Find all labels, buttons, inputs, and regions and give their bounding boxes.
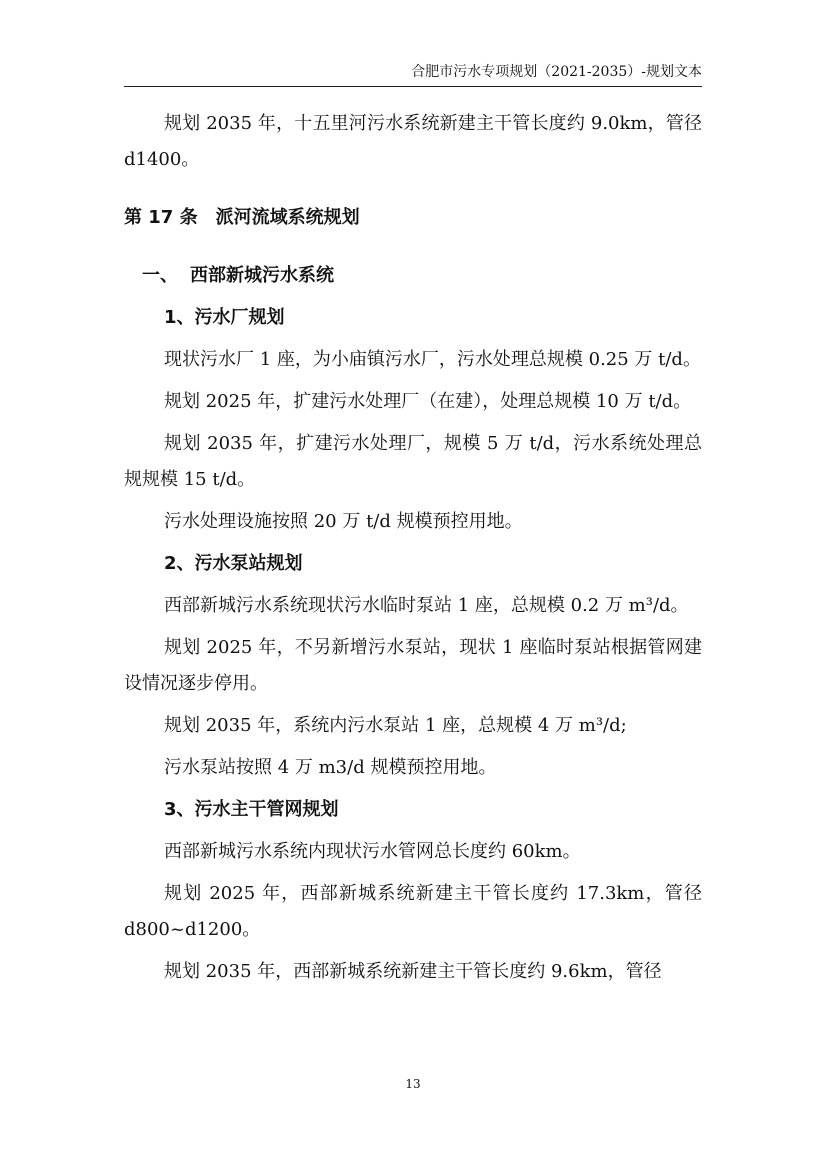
paragraph: 西部新城污水系统内现状污水管网总长度约 60km。 — [164, 841, 581, 862]
paragraph: 污水泵站按照 4 万 m3/d 规模预控用地。 — [164, 757, 497, 778]
section-title: 西部新城污水系统 — [190, 265, 334, 286]
paragraph: 规划 2035 年，系统内污水泵站 1 座，总规模 4 万 m³/d; — [164, 715, 627, 736]
section-number: 一、 — [142, 265, 178, 286]
paragraph: 污水处理设施按照 20 万 t/d 规模预控用地。 — [164, 511, 523, 532]
page-number: 13 — [405, 1077, 421, 1091]
article-heading — [124, 200, 702, 236]
paragraph: 规划 2035 年，西部新城系统新建主干管长度约 9.6km，管径 — [164, 961, 662, 982]
subsection-heading: 2、污水泵站规划 — [164, 553, 303, 574]
section-heading — [124, 258, 702, 294]
paragraph: 规划 2025 年，不另新增污水泵站，现状 1 座临时泵站根据管网建设情况逐步停用。 — [124, 637, 702, 694]
article-title: 派河流域系统规划 — [215, 207, 360, 228]
header-title: 合肥市污水专项规划（2021-2035）-规划文本 — [411, 64, 702, 80]
paragraph: 规划 2035 年，扩建污水处理厂，规模 5 万 t/d，污水系统处理总规规模 15 t/d。 — [124, 433, 702, 490]
subsection-heading: 1、污水厂规划 — [164, 307, 285, 328]
paragraph: 规划 2025 年，扩建污水处理厂（在建），处理总规模 10 万 t/d。 — [164, 391, 692, 412]
subsection-heading: 3、污水主干管网规划 — [164, 799, 339, 820]
running-header — [124, 58, 702, 87]
paragraph: 现状污水厂 1 座，为小庙镇污水厂，污水处理总规模 0.25 万 t/d。 — [164, 349, 701, 370]
paragraph: 规划 2025 年，西部新城系统新建主干管长度约 17.3km，管径 d800~d1200。 — [124, 883, 702, 940]
paragraph: 西部新城污水系统现状污水临时泵站 1 座，总规模 0.2 万 m³/d。 — [164, 595, 689, 616]
paragraph: 规划 2035 年，十五里河污水系统新建主干管长度约 9.0km，管径 d1400。 — [124, 113, 702, 170]
document-body — [124, 106, 702, 990]
article-number: 第 17 条 — [124, 207, 198, 228]
